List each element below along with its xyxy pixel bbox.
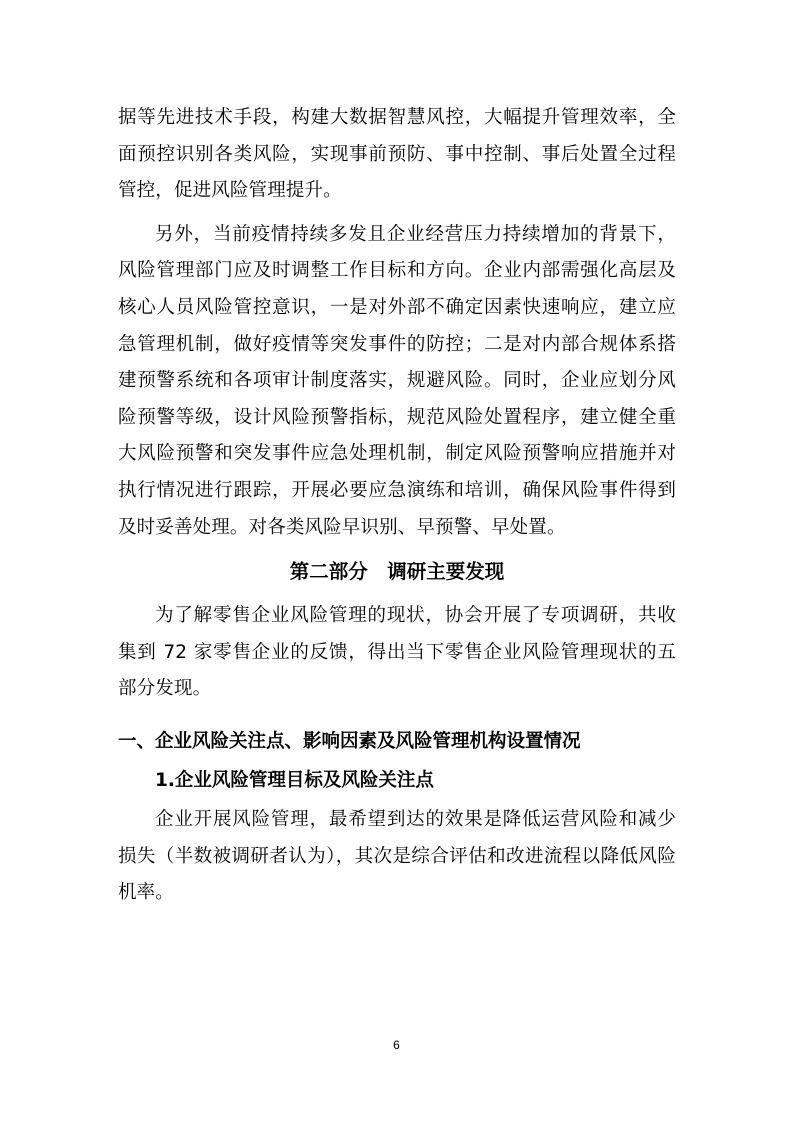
heading-level-2: 1.企业风险管理目标及风险关注点 bbox=[155, 769, 434, 791]
section-title: 第二部分 调研主要发现 bbox=[289, 560, 505, 584]
paragraph-survey-intro: 为了解零售企业风险管理的现状，协会开展了专项调研，共收集到 72 家零售企业的反馈，得出当下零售企业风险管理现状的五部分发现。 bbox=[118, 605, 676, 700]
heading-level-1: 一、企业风险关注点、影响因素及风险管理机构设置情况 bbox=[118, 730, 581, 752]
paragraph-epidemic-risk-management: 另外，当前疫情持续多发且企业经营压力持续增加的背景下，风险管理部门应及时调整工作目标和方向。企业内部需强化高层及核心人员风险管控意识，一是对外部不确定因素快速响应，建立应急管理机制，做好疫情等突发事件的防控；二是对内部合规体系搭建预警系统和各项审计制度落实，规避风险。同时，企业应划分风险预警等级，设计风险预警指标，规范风险处置程序，建立健全重大风险预警和突发事件应急处理机制，制定风险预警响应措施并对执行情况进行跟踪，开展必要应急演练和培训，确保风险事件得到及时妥善处理。对各类风险早识别、早预警、早处置。 bbox=[118, 223, 676, 538]
paragraph-risk-control-tech: 据等先进技术手段，构建大数据智慧风控，大幅提升管理效率，全面预控识别各类风险，实现事前预防、事中控制、事后处置全过程管控，促进风险管理提升。 bbox=[118, 107, 676, 202]
paragraph-risk-goals: 企业开展风险管理，最希望到达的效果是降低运营风险和减少损失（半数被调研者认为），其次是综合评估和改进流程以降低风险机率。 bbox=[118, 809, 676, 904]
page-number: 6 bbox=[393, 1038, 400, 1052]
page-body bbox=[118, 100, 676, 912]
